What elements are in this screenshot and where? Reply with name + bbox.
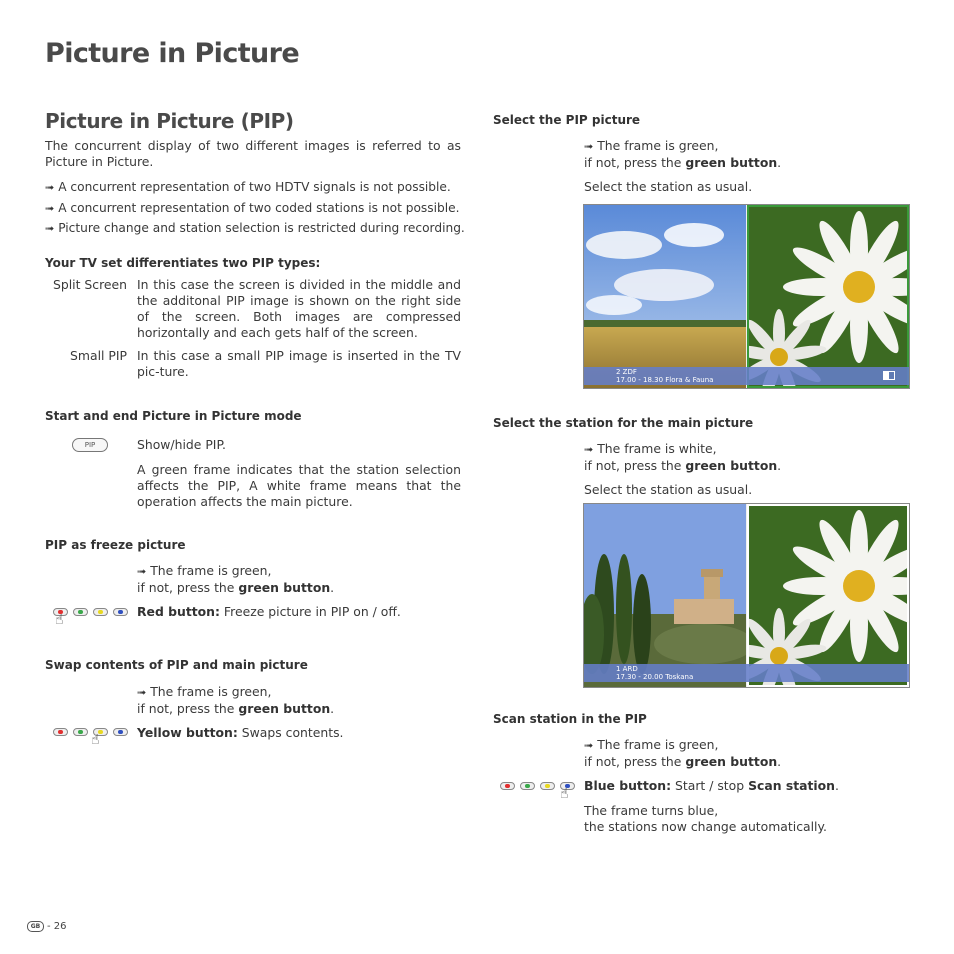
green-key-icon <box>73 728 88 736</box>
landscape-image <box>584 205 746 388</box>
daisy-image <box>747 205 909 388</box>
action-label: Red button: <box>137 604 220 619</box>
select-station-text: Select the station as usual. <box>584 179 753 194</box>
frame-line: The frame is green, <box>597 138 719 153</box>
station-program: 17.00 - 18.30 Flora & Fauna <box>616 376 714 384</box>
arrow-icon: ➟ <box>45 202 55 215</box>
station-channel: 1 ARD <box>616 665 638 673</box>
select-pip-heading: Select the PIP picture <box>493 113 641 127</box>
green-button-text: green button <box>238 580 331 595</box>
page-number: - 26 <box>47 921 67 932</box>
color-buttons-freeze <box>53 608 128 616</box>
country-badge-icon: GB <box>27 921 44 932</box>
green-button-text: green button <box>685 458 778 473</box>
note-text: A concurrent representation of two HDTV signals is not possible. <box>58 180 451 194</box>
section-title: Picture in Picture (PIP) <box>45 109 294 133</box>
action-label: Yellow button: <box>137 725 238 740</box>
frame-line: The frame is white, <box>597 441 717 456</box>
action-text: Freeze picture in PIP on / off. <box>223 604 401 619</box>
arrow-icon: ➟ <box>584 140 594 153</box>
green-button-text: green button <box>685 754 778 769</box>
green-button-text: green button <box>685 155 778 170</box>
note-2 <box>45 201 465 215</box>
frame-line: The frame is green, <box>597 737 719 752</box>
small-pip-desc: In this case a small PIP image is inserted in the TV pic-ture. <box>137 348 461 379</box>
hand-pointer-icon: ☝ <box>560 786 569 802</box>
split-screen-term: Split Screen <box>52 277 127 292</box>
red-key-icon <box>53 728 68 736</box>
frame-line: The frame is green, <box>150 684 272 699</box>
station-info-bar <box>584 664 909 682</box>
show-hide-text: Show/hide PIP. <box>137 437 226 452</box>
freeze-instructions: ➟ The frame is green, if not, press the green button. <box>137 563 335 595</box>
select-main-instructions: ➟ The frame is white, if not, press the green button. <box>584 441 782 473</box>
if-not-text: if not, press the <box>584 754 682 769</box>
pip-key-icon: PIP <box>72 438 108 452</box>
hand-pointer-icon: ☝ <box>55 612 64 628</box>
swap-action <box>137 725 343 740</box>
frame-info-text: A green frame indicates that the station selection affects the PIP, A white frame means that the operation affects the main picture. <box>137 462 461 509</box>
green-key-icon <box>520 782 535 790</box>
if-not-text: if not, press the <box>584 458 682 473</box>
tv-screen-main-white <box>583 503 910 688</box>
split-screen-desc: In this case the screen is divided in the middle and the additonal PIP image is shown on the right side of the screen. Both images are compressed horizontally and each gets half of the screen. <box>137 277 461 340</box>
page-title: Picture in Picture <box>45 38 300 69</box>
note-3 <box>45 221 465 235</box>
select-main-heading: Select the station for the main picture <box>493 416 754 430</box>
frame-line: The frame is green, <box>150 563 272 578</box>
freeze-heading: PIP as freeze picture <box>45 538 186 552</box>
arrow-icon: ➟ <box>137 686 147 699</box>
arrow-icon: ➟ <box>45 222 55 235</box>
small-pip-term: Small PIP <box>70 348 127 363</box>
scan-station-text: Scan station <box>748 778 835 793</box>
action-text: Swaps contents. <box>241 725 344 740</box>
tuscany-image <box>584 504 746 687</box>
start-end-heading: Start and end Picture in Picture mode <box>45 409 302 423</box>
freeze-action <box>137 604 401 619</box>
green-key-icon <box>73 608 88 616</box>
tv-screen-pip-green <box>583 204 910 389</box>
scan-heading: Scan station in the PIP <box>493 712 647 726</box>
scan-instructions: ➟ The frame is green, if not, press the green button. <box>584 737 782 769</box>
scan-action: Blue button: Start / stop Scan station. <box>584 778 839 793</box>
arrow-icon: ➟ <box>584 443 594 456</box>
hand-pointer-icon: ☝ <box>91 732 100 748</box>
result-line-2: the stations now change automatically. <box>584 819 827 834</box>
station-info-bar <box>584 367 909 385</box>
station-program: 17.30 - 20.00 Toskana <box>616 673 694 681</box>
yellow-key-icon <box>540 782 555 790</box>
if-not-text: if not, press the <box>584 155 682 170</box>
action-label: Blue button: <box>584 778 672 793</box>
station-channel: 2 ZDF <box>616 368 637 376</box>
arrow-icon: ➟ <box>137 565 147 578</box>
note-text: Picture change and station selection is restricted during recording. <box>58 221 465 235</box>
swap-heading: Swap contents of PIP and main picture <box>45 658 308 672</box>
scan-result <box>584 803 914 835</box>
note-text: A concurrent representation of two coded stations is not possible. <box>58 201 460 215</box>
action-text: Start / stop <box>675 778 745 793</box>
arrow-icon: ➟ <box>584 739 594 752</box>
pip-indicator-icon <box>883 371 895 380</box>
page-footer <box>27 921 67 932</box>
types-heading: Your TV set differentiates two PIP types: <box>45 256 321 270</box>
red-key-icon <box>500 782 515 790</box>
blue-key-icon <box>113 728 128 736</box>
select-station-text: Select the station as usual. <box>584 482 753 497</box>
arrow-icon: ➟ <box>45 181 55 194</box>
daisy-image <box>747 504 909 687</box>
if-not-text: if not, press the <box>137 580 235 595</box>
yellow-key-icon <box>93 608 108 616</box>
blue-key-icon <box>113 608 128 616</box>
swap-instructions: ➟ The frame is green, if not, press the green button. <box>137 684 335 716</box>
green-button-text: green button <box>238 701 331 716</box>
select-pip-instructions: ➟ The frame is green, if not, press the green button. <box>584 138 782 170</box>
if-not-text: if not, press the <box>137 701 235 716</box>
note-1 <box>45 180 465 194</box>
intro-text: The concurrent display of two different images is referred to as Picture in Picture. <box>45 138 461 169</box>
result-line-1: The frame turns blue, <box>584 803 719 818</box>
